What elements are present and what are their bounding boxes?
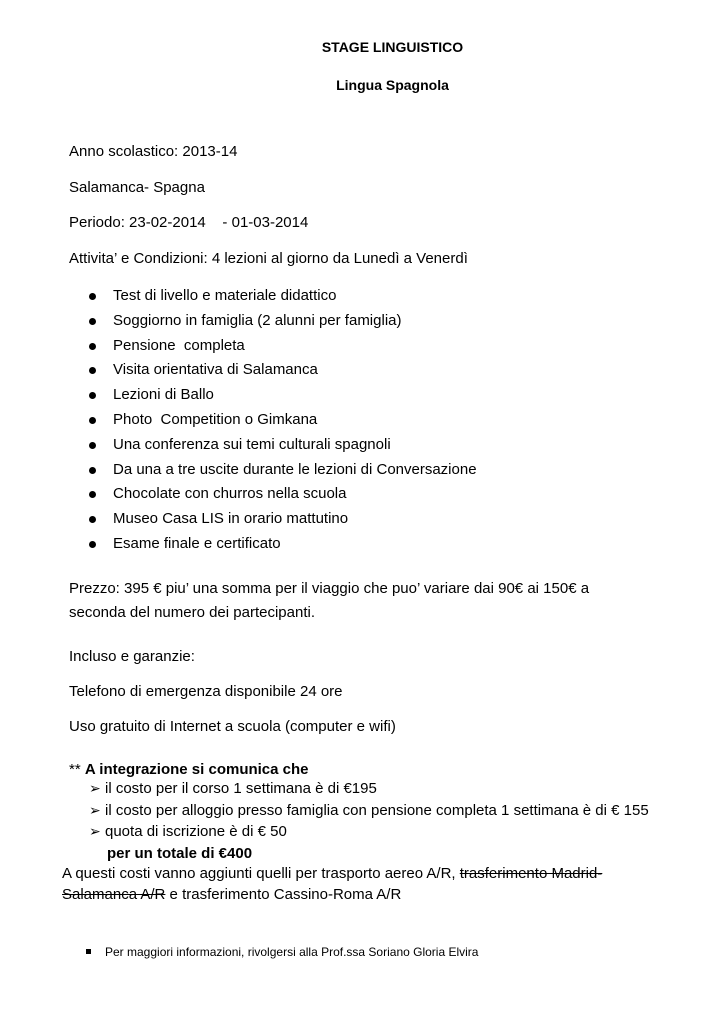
bullet-icon — [89, 516, 96, 523]
location: Salamanca- Spagna — [69, 179, 205, 196]
document-title: STAGE LINGUISTICO — [321, 39, 464, 55]
list-item: Museo Casa LIS in orario mattutino — [0, 510, 477, 535]
arrow-bullet-icon: ➢ — [89, 780, 101, 796]
emergency-phone: Telefono di emergenza disponibile 24 ore — [69, 683, 343, 700]
document-subtitle: Lingua Spagnola — [336, 77, 449, 93]
total-cost: per un totale di €400 — [107, 845, 253, 862]
list-item: Photo Competition o Gimkana — [0, 411, 477, 436]
list-item: Lezioni di Ballo — [0, 386, 477, 411]
list-item: ➢ il costo per alloggio presso famiglia con pensione completa 1 settimana è di € 155 — [89, 801, 649, 819]
list-item: Una conferenza sui temi culturali spagnoli — [0, 436, 477, 461]
bullet-icon — [89, 417, 96, 424]
integration-heading — [69, 761, 309, 778]
list-item: Da una a tre uscite durante le lezioni di Conversazione — [0, 461, 477, 486]
list-item: Visita orientativa di Salamanca — [0, 361, 477, 386]
period: Periodo: 23-02-2014 - 01-03-2014 — [69, 214, 309, 231]
included-activities-list — [0, 287, 477, 560]
activities-conditions: Attivita’ e Condizioni: 4 lezioni al giorno da Lunedì a Venerdì — [69, 250, 468, 267]
list-item: ➢ quota di iscrizione è di € 50 — [89, 823, 287, 840]
list-item: Soggiorno in famiglia (2 alunni per famiglia) — [0, 312, 477, 337]
square-bullet-icon — [86, 949, 91, 954]
bullet-icon — [89, 491, 96, 498]
bullet-icon — [89, 343, 96, 350]
integration-heading-text: A integrazione si comunica che — [84, 761, 309, 778]
bullet-icon — [89, 442, 96, 449]
list-item: Test di livello e materiale didattico — [0, 287, 477, 312]
list-item: ➢ il costo per il corso 1 settimana è di €195 — [89, 780, 377, 797]
price-paragraph: Prezzo: 395 € piu’ una somma per il viaggio che puo’ variare dai 90€ ai 150€ a seconda del numero dei partecipanti. — [69, 580, 590, 621]
arrow-bullet-icon: ➢ — [89, 823, 101, 839]
bullet-icon — [89, 318, 96, 325]
bullet-icon — [89, 392, 96, 399]
school-year: Anno scolastico: 2013-14 — [69, 143, 238, 160]
included-guarantees-heading: Incluso e garanzie: — [69, 648, 195, 665]
cost-breakdown-list — [89, 780, 649, 845]
bullet-icon — [89, 367, 96, 374]
list-item: Esame finale e certificato — [0, 535, 477, 560]
arrow-bullet-icon: ➢ — [89, 801, 101, 818]
additional-costs-paragraph: A questi costi vanno aggiunti quelli per trasporto aereo A/R, trasferimento Madrid-Salamanca A/R e trasferimento Cassino-Roma A/R — [62, 865, 603, 903]
bullet-icon — [89, 467, 96, 474]
integration-prefix: ** — [69, 761, 85, 778]
list-item: Chocolate con churros nella scuola — [0, 485, 477, 510]
list-item: Pensione completa — [0, 337, 477, 362]
internet-usage: Uso gratuito di Internet a scuola (computer e wifi) — [69, 718, 396, 735]
bullet-icon — [89, 541, 96, 548]
bullet-icon — [89, 293, 96, 300]
struck-transfer-text: trasferimento Madrid-Salamanca A/R — [62, 865, 603, 903]
footer-note: Per maggiori informazioni, rivolgersi alla Prof.ssa Soriano Gloria Elvira — [86, 945, 478, 959]
